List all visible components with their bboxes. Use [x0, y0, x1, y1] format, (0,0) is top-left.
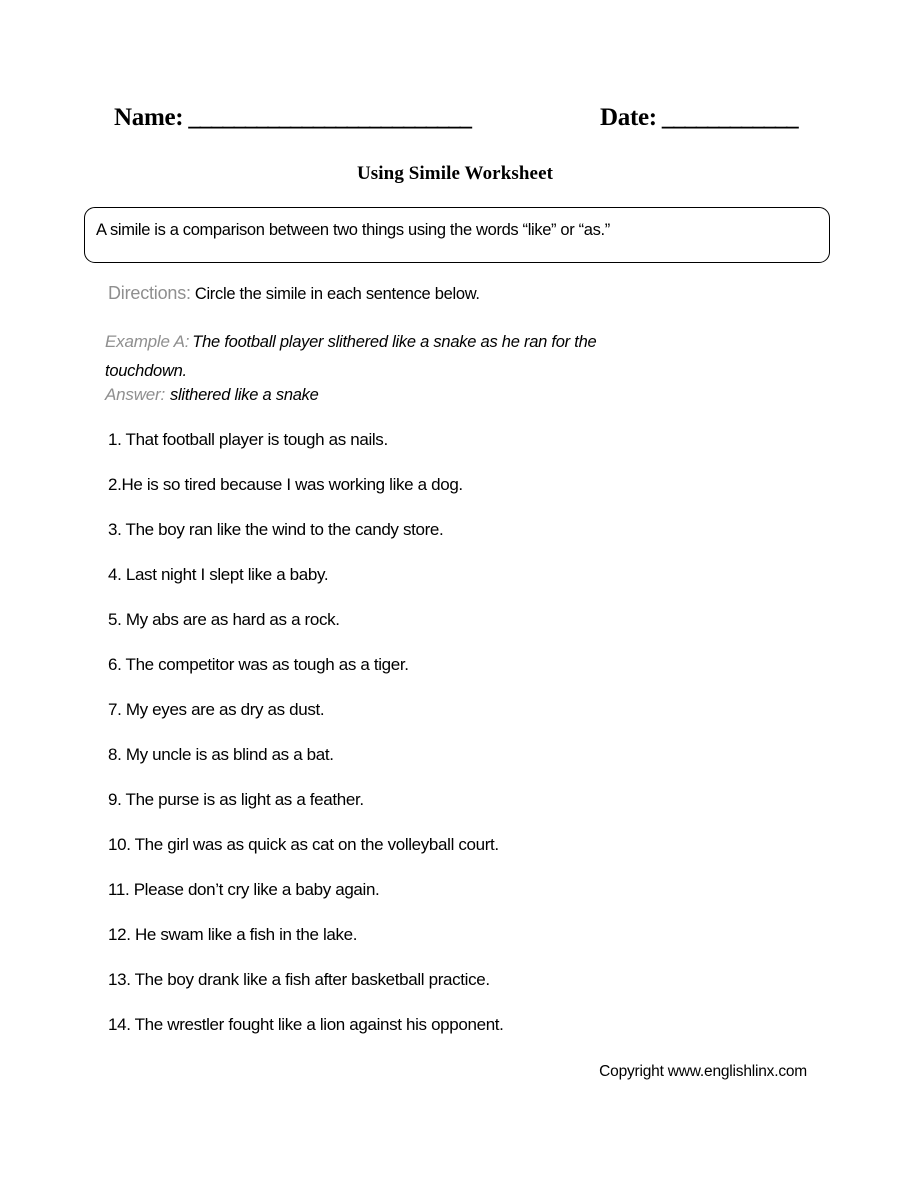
name-field[interactable] [114, 104, 471, 132]
definition-box [84, 207, 830, 263]
question-item[interactable]: 8. My uncle is as blind as a bat. [108, 745, 334, 764]
question-item[interactable]: 10. The girl was as quick as cat on the volleyball court. [108, 835, 499, 854]
directions-label: Directions: [108, 283, 191, 303]
copyright-footer: Copyright www.englishlinx.com [599, 1063, 807, 1080]
question-item[interactable]: 7. My eyes are as dry as dust. [108, 700, 325, 719]
example-second-line [105, 357, 825, 386]
student-info-row [84, 104, 830, 138]
date-label: Date: [600, 104, 657, 131]
name-label: Name: [114, 104, 184, 131]
directions-row [108, 283, 480, 304]
question-item[interactable]: 1. That football player is tough as nails. [108, 430, 388, 449]
answer-row [105, 385, 319, 405]
question-item[interactable]: 3. The boy ran like the wind to the candy store. [108, 520, 444, 539]
example-sentence-line-1: The football player slithered like a snake as he ran for the [192, 333, 597, 351]
example-first-line [105, 327, 825, 357]
page-title: Using Simile Worksheet [356, 163, 554, 184]
definition-text: A simile is a comparison between two things using the words “like” or “as.” [96, 221, 610, 239]
question-item[interactable]: 12. He swam like a fish in the lake. [108, 925, 358, 944]
question-item[interactable]: 5. My abs are as hard as a rock. [108, 610, 340, 629]
answer-label: Answer: [105, 385, 166, 404]
directions-text: Circle the simile in each sentence below. [194, 285, 480, 303]
question-item[interactable]: 14. The wrestler fought like a lion against his opponent. [108, 1015, 504, 1034]
question-item[interactable]: 6. The competitor was as tough as a tiger. [108, 655, 409, 674]
question-item[interactable]: 13. The boy drank like a fish after basketball practice. [108, 970, 490, 989]
date-field[interactable] [600, 104, 797, 132]
example-sentence-line-2: touchdown. [105, 362, 187, 380]
question-item[interactable]: 4. Last night I slept like a baby. [108, 565, 329, 584]
question-item[interactable]: 9. The purse is as light as a feather. [108, 790, 364, 809]
date-blank-line[interactable]: ____________ [661, 104, 798, 131]
question-list [108, 430, 848, 1060]
example-label: Example A: [105, 332, 190, 351]
question-item[interactable]: 11. Please don’t cry like a baby again. [108, 880, 380, 899]
example-block [105, 327, 825, 386]
question-item[interactable]: 2.He is so tired because I was working like a dog. [108, 475, 463, 494]
answer-text: slithered like a snake [170, 386, 319, 404]
name-blank-line[interactable]: _________________________ [188, 104, 471, 131]
